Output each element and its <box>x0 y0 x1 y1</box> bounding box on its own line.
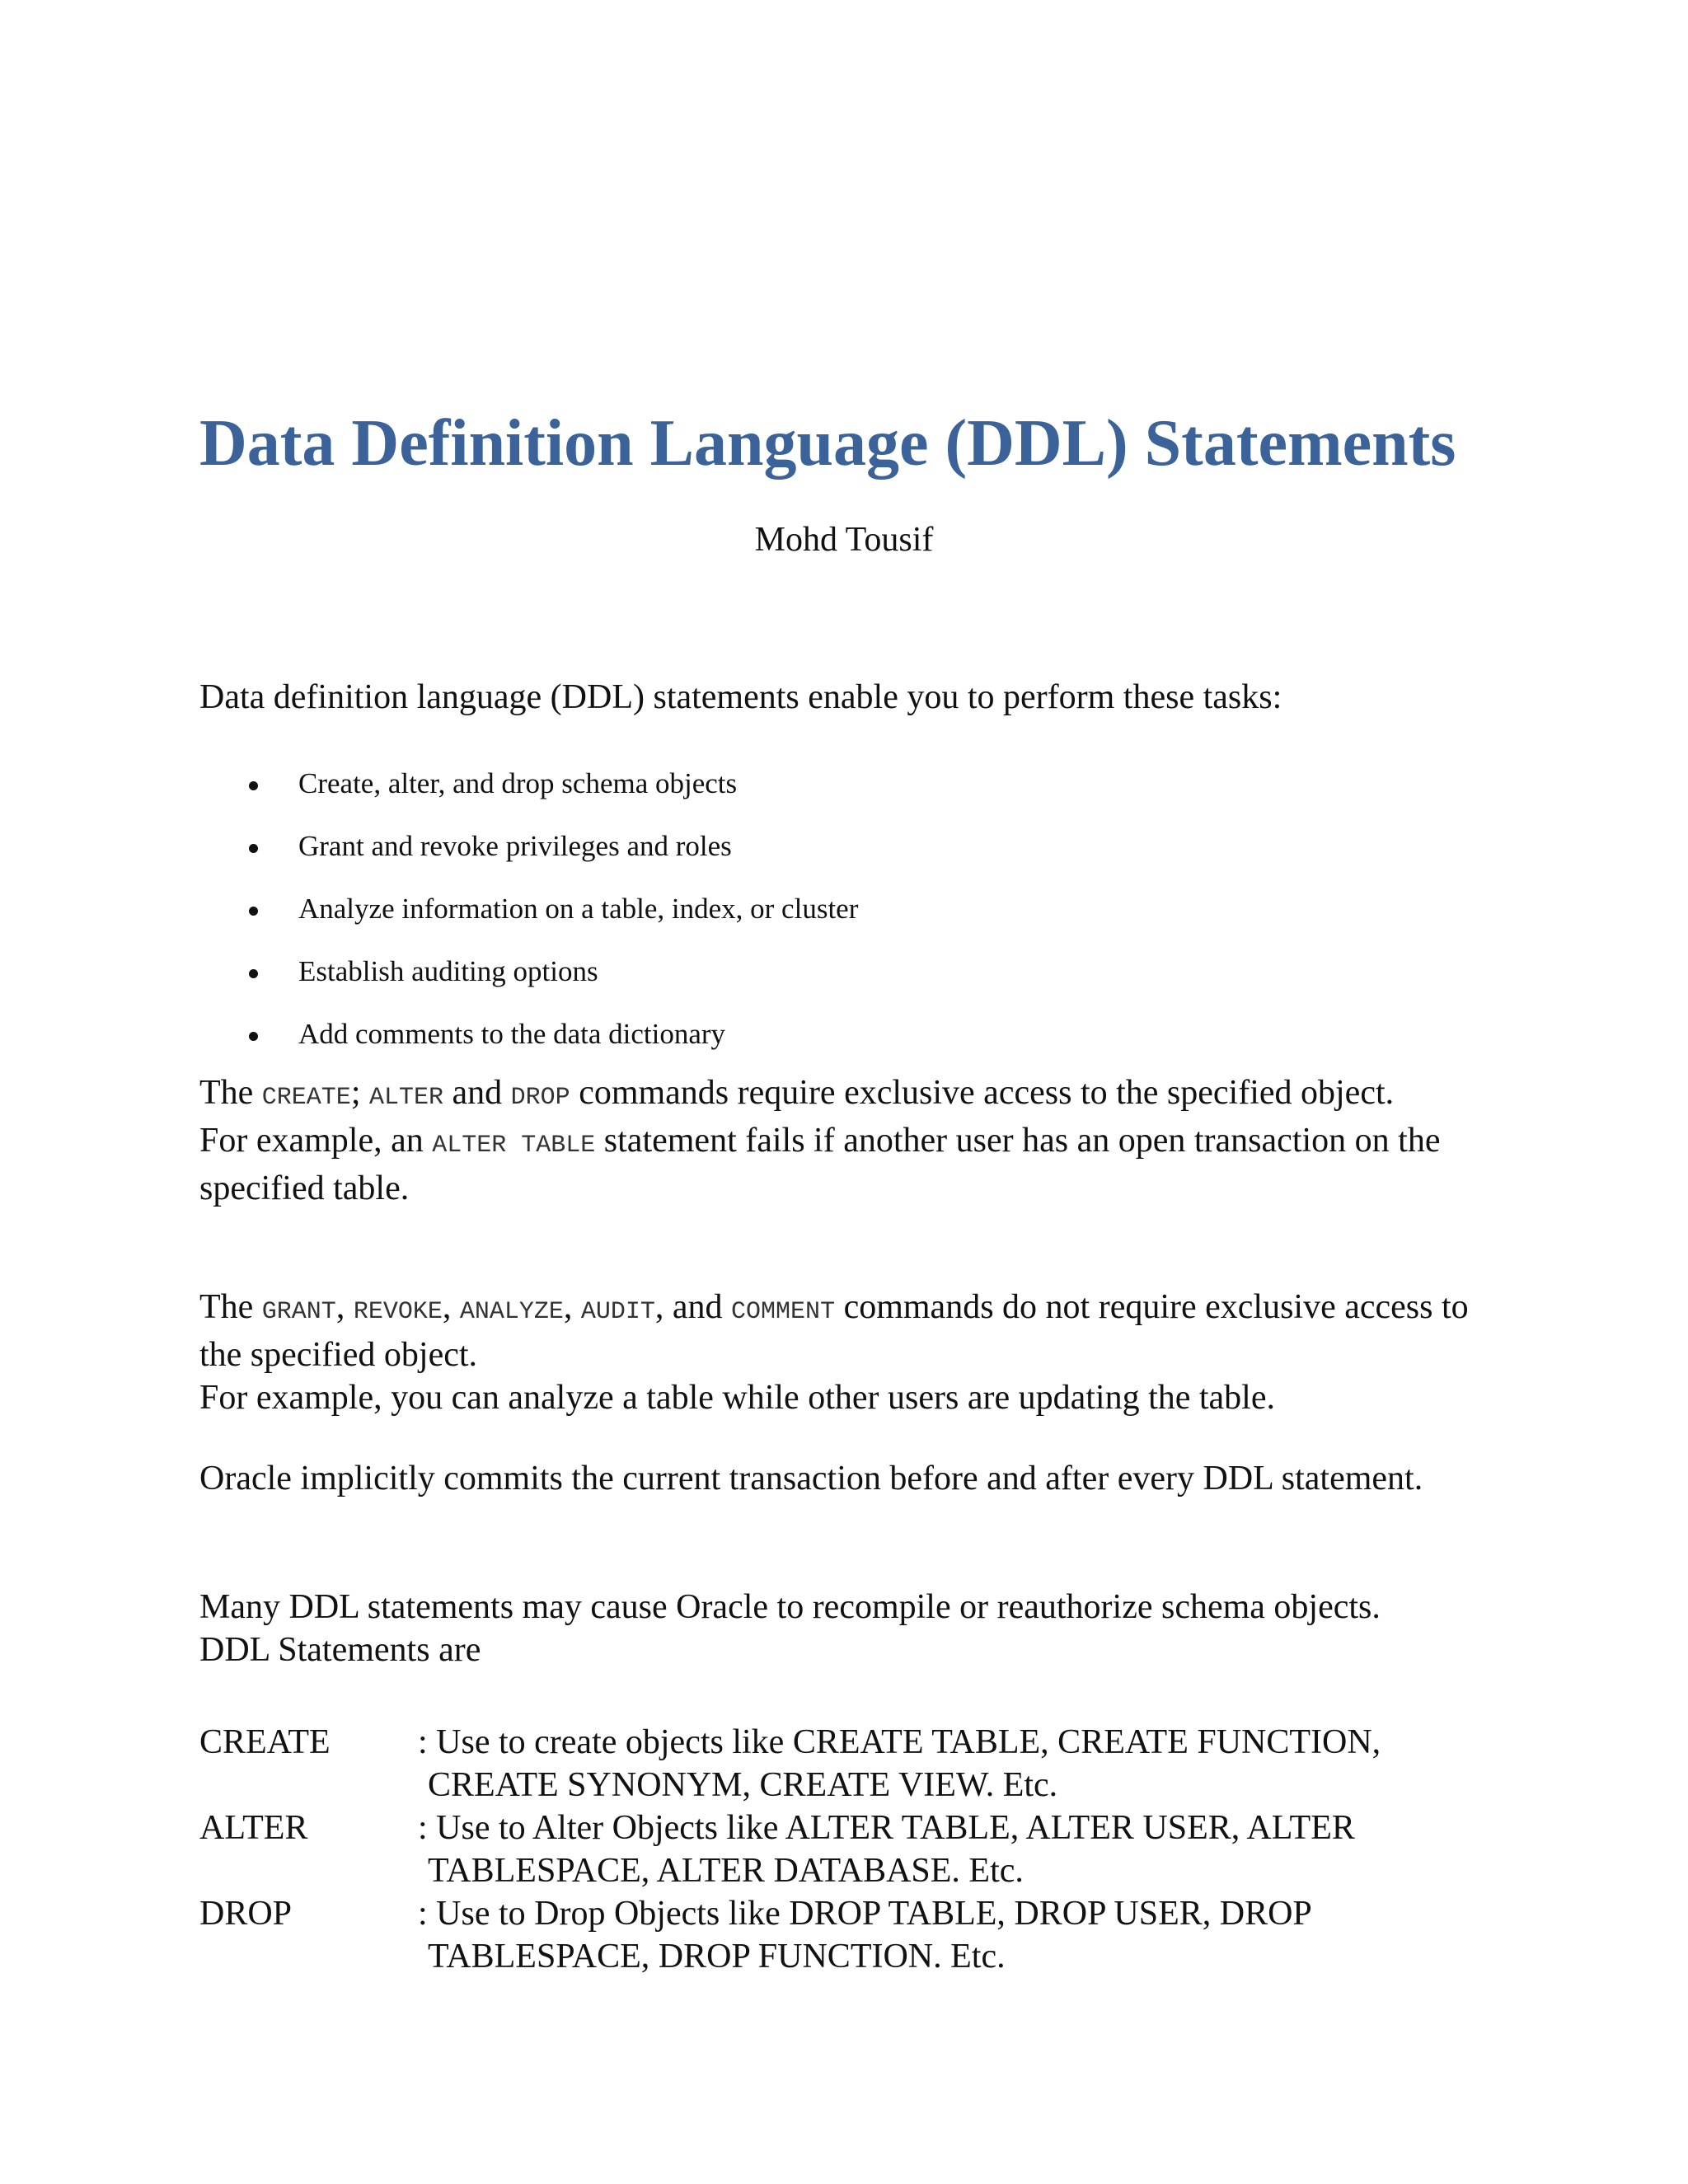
definition-row-drop <box>199 1892 1485 1978</box>
code-audit: AUDIT <box>580 1298 655 1326</box>
code-revoke: REVOKE <box>353 1298 443 1326</box>
code-create: CREATE <box>261 1084 351 1112</box>
task-list <box>199 762 858 1076</box>
bullet-icon <box>249 1032 258 1041</box>
document-title: Data Definition Language (DDL) Statements <box>199 407 1456 480</box>
definition-row-create <box>199 1721 1485 1807</box>
definition-term: ALTER <box>199 1809 308 1847</box>
definition-text: : Use to Alter Objects like ALTER TABLE, ALTER USER, ALTER TABLESPACE, ALTER DATABASE. Etc. <box>418 1809 1355 1890</box>
recompile-paragraph: Many DDL statements may cause Oracle to recompile or reauthorize schema objects. DDL Statements are <box>199 1588 1381 1669</box>
exclusive-access-paragraph: The CREATE; ALTER and DROP commands require exclusive access to the specified object. For example, an ALTER TABLE statement fails if another user has an open transaction on the specified table. <box>199 1074 1441 1207</box>
definition-text: : Use to Drop Objects like DROP TABLE, DROP USER, DROP TABLESPACE, DROP FUNCTION. Etc. <box>418 1895 1312 1975</box>
list-item: Add comments to the data dictionary <box>199 1013 858 1076</box>
bullet-icon <box>249 781 258 790</box>
list-item: Grant and revoke privileges and roles <box>199 825 858 888</box>
code-alter: ALTER <box>369 1084 444 1112</box>
bullet-icon <box>249 844 258 853</box>
list-item: Create, alter, and drop schema objects <box>199 762 858 825</box>
list-item: Analyze information on a table, index, or cluster <box>199 888 858 950</box>
code-grant: GRANT <box>261 1298 336 1326</box>
intro-paragraph: Data definition language (DDL) statements enable you to perform these tasks: <box>199 678 1282 716</box>
bullet-icon <box>249 907 258 916</box>
code-analyze: ANALYZE <box>459 1298 564 1326</box>
definition-term: CREATE <box>199 1723 331 1761</box>
author-name: Mohd Tousif <box>754 521 934 559</box>
list-item: Establish auditing options <box>199 950 858 1013</box>
code-drop: DROP <box>510 1084 570 1112</box>
bullet-icon <box>249 969 258 978</box>
ddl-definitions <box>199 1721 1485 1978</box>
non-exclusive-paragraph: The GRANT, REVOKE, ANALYZE, AUDIT, and COMMENT commands do not require exclusive access to the specified object. For example, you can analyze a table while other users are updating the table. <box>199 1288 1469 1417</box>
code-alter-table: ALTER TABLE <box>432 1132 596 1160</box>
definition-text: : Use to create objects like CREATE TABLE, CREATE FUNCTION, CREATE SYNONYM, CREATE VIEW. Etc. <box>418 1723 1381 1804</box>
definition-term: DROP <box>199 1895 293 1933</box>
implicit-commit-paragraph: Oracle implicitly commits the current transaction before and after every DDL statement. <box>199 1460 1423 1497</box>
code-comment: COMMENT <box>731 1298 836 1326</box>
definition-row-alter <box>199 1807 1485 1892</box>
